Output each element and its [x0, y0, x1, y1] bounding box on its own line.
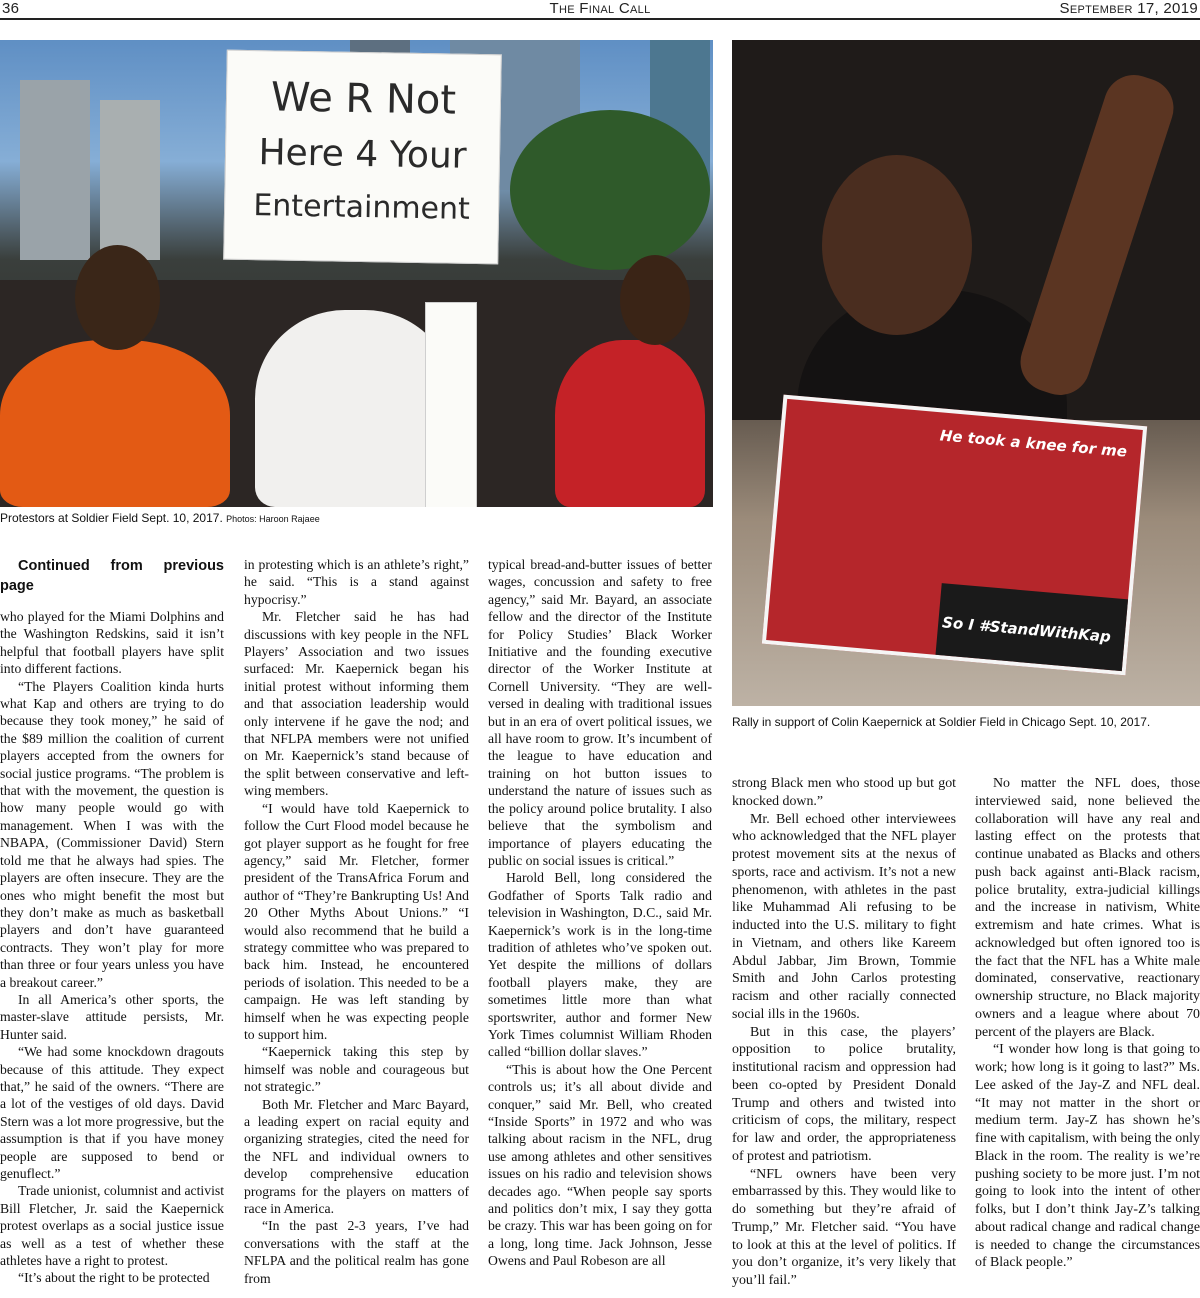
rally-woman-head — [822, 155, 972, 335]
paragraph: But in this case, the players’ opposition to police brutality, institutional racism and oppression had been co-opted by President Donald Trump and others and twisted into criticism of cops, the military, respect for law and order, the appropriateness of protest and patriotism. — [732, 1024, 956, 1164]
protester-red-jacket — [555, 340, 705, 507]
protest-sign-main — [223, 50, 502, 265]
photo-credit: Photos: Haroon Rajaee — [226, 514, 320, 524]
paragraph: Mr. Fletcher said he has had discussions with key people in the NFL Players’ Association and two issues surfaced: Mr. Kaepernick began his initial protest without informing them and that association leadership would only intervene if he gave the nod; and that NFLPA members were not unified on Mr. Kaepernick’s stand because of the split between conservative and left-wing members. — [244, 609, 469, 799]
article-column-2 — [244, 556, 469, 1287]
sign-line: We R Not — [270, 74, 457, 124]
photo-caption-left — [0, 511, 320, 526]
paragraph: “The Players Coalition kinda hurts what Kap and others are trying to do because they took money,” he said of the $89 million the coalition of current players accepted from the owners for social justice programs. “The problem is that with the movement, the question is how many people would go with management. When I was with the NBAPA, (Commissioner David) Stern told me that he always had spies. The players are often insecure. They are the ones who might benefit the most but they don’t make as much as basketball players and don’t have guaranteed contracts. They won’t play for more than three or four years unless you have a breakout career.” — [0, 678, 224, 990]
paragraph: in protesting which is an athlete’s right,” he said. “This is a stand against hypocrisy.” — [244, 557, 469, 607]
skyline-building — [100, 100, 160, 260]
poster-bottom-text: So I #StandWithKap — [941, 613, 1112, 646]
paragraph: “I wonder how long is that going to work; how long is it going to last?” Ms. Lee asked of the Jay-Z and NFL deal. “It may not matter in the short or medium term. Jay-Z has shown he’s fine with capitalism, with being the only Black in the room. The reality is we’re pushing society to be more just. I’m not going to look into the intent of other folks, but I don’t think Jay-Z’s talking about radical change and radical change is needed to change the circumstances of Black people.” — [975, 1042, 1200, 1271]
page-number: 36 — [2, 0, 20, 17]
paragraph: Both Mr. Fletcher and Marc Bayard, a leading expert on racial equity and organizing strategies, cited the need for the NFL and individual owners to develop comprehensive education programs for the players on matters of race in America. — [244, 1096, 469, 1217]
sign-line: Here 4 Your — [258, 132, 467, 177]
sign-line: Entertainment — [253, 188, 471, 227]
protester-head — [75, 245, 160, 350]
protester-head — [620, 255, 690, 345]
paragraph: “It’s about the right to be protected — [18, 1270, 210, 1286]
paragraph: No matter the NFL does, those interviewed said, none believed the collaboration will have any real and lasting effect on the protests that continue unabated as Blacks and others push back against anti-Black racism, police brutality, extra-judicial killings and the increase in nativism, White extremism and hate crimes. What is acknowledged but often ignored too is the fact that the NFL has a White male dominated, conservative, reactionary ownership structure, no Black majority owners and a league where about 70 percent of the players are Black. — [975, 776, 1200, 1040]
paragraph: “We had some knockdown dragouts because of this attitude. They expect that,” he said of the owners. “There are a lot of the vestiges of old days. David Stern was a lot more progressive, but the assumption is that if you have money people are supposed to bend or genuflect.” — [0, 1044, 224, 1181]
paragraph: strong Black men who stood up but got knocked down.” — [732, 776, 956, 809]
protester-safety-vest — [0, 340, 230, 507]
article-column-1 — [0, 556, 224, 1287]
skyline-building — [20, 80, 90, 260]
publication-name: The Final Call — [549, 0, 651, 17]
kaepernick-poster — [762, 395, 1147, 676]
paragraph: In all America’s other sports, the master-slave attitude persists, Mr. Hunter said. — [0, 991, 224, 1042]
photo-caption-right: Rally in support of Colin Kaepernick at Soldier Field in Chicago Sept. 10, 2017. — [732, 715, 1151, 729]
paragraph: Mr. Bell echoed other interviewees who acknowledged that the NFL player protest movement sits at the nexus of sports, race and activism. It’s not a new phenomenon, with athletes in the past like Muhammad Ali refusing to be inducted into the U.S. military to fight in Vietnam, and others like Kareem Abdul Jabbar, Jim Brown, Tommie Smith and John Carlos protesting racism and other racially connected social ills in the 1960s. — [732, 811, 956, 1022]
header-rule — [0, 18, 1200, 20]
article-column-4 — [732, 775, 956, 1290]
paragraph: “NFL owners have been very embarrassed by this. They would like to do something but they’re afraid of Trump,” Mr. Fletcher said. “You have to look at this at the level of politics. If you don’t organize, it’s very likely that you’ll fail.” — [732, 1166, 956, 1288]
page-header — [0, 0, 1200, 20]
paragraph: “Kaepernick taking this step by himself was noble and courageous but not strategic.” — [244, 1044, 469, 1095]
protest-photo-left — [0, 40, 713, 507]
paragraph: Harold Bell, long considered the Godfather of Sports Talk radio and television in Washington, D.C., said Mr. Kaepernick’s work is in the long-time tradition of athletes who’ve spoken out. Yet despite the millions of dollars football players make, they are sometimes little more than what sportswriter, author and former New York Times columnist William Rhoden called “billion dollar slaves.” — [488, 870, 712, 1060]
paragraph: “I would have told Kaepernick to follow the Curt Flood model because he got player support as he fought for free agency,” said Mr. Fletcher, former president of the TransAfrica Forum and author of “They’re Bankrupting Us! And 20 Other Myths About Unions.” “I would also recommend that he build a strategy committee who was prepared to back him. Instead, he encountered periods of isolation. This needed to be a campaign. He was left standing by himself when he was expecting people to support him. — [244, 800, 469, 1042]
poster-top-text: He took a knee for me — [939, 426, 1128, 461]
paragraph: who played for the Miami Dolphins and the Washington Redskins, said it isn’t helpful that football players have split into different factions. — [0, 609, 224, 677]
article-column-5 — [975, 775, 1200, 1272]
tree-foliage — [510, 110, 710, 270]
paragraph: Trade unionist, columnist and activist Bill Fletcher, Jr. said the Kaepernick protest overlaps as a social justice issue as well as a test of whether these athletes have a right to protest. — [0, 1183, 224, 1269]
continued-kicker: Continued from previous page — [0, 558, 224, 594]
protest-sign-secondary — [425, 302, 477, 507]
issue-date: September 17, 2019 — [1059, 0, 1198, 17]
paragraph: “In the past 2-3 years, I’ve had conversations with the staff at the NFLPA and the political realm has gone from — [244, 1218, 469, 1286]
rally-photo-right — [732, 40, 1200, 706]
caption-text: Protestors at Soldier Field Sept. 10, 2017. — [0, 511, 223, 525]
paragraph: typical bread-and-butter issues of better wages, concussion and safety to free agency,” said Mr. Bayard, an associate fellow and the director of the Institute for Policy Studies’ Black Worker Initiative and the founding executive director of the Worker Institute at Cornell University. “They are well-versed in dealing with traditional issues but in an era of overt political issues, we all have room to grow. It’s incumbent of the league to have education and training on hot button issues to understand the nature of issues such as the policy around police brutality. I also believe that the symbolism and importance of players educating the public on social issues is critical.” — [488, 557, 712, 868]
paragraph: “This is about how the One Percent controls us; it’s all about divide and conquer,” said Mr. Bell, who created “Inside Sports” in 1972 and who was talking about racism in the NFL, drug use among athletes and other sensitives issues on his radio and television shows decades ago. “When people say sports and politics don’t mix, I say they gotta be crazy. This war has been going on for a long, long time. Jack Johnson, Jesse Owens and Paul Robeson are all — [488, 1061, 712, 1269]
article-column-3 — [488, 556, 712, 1270]
